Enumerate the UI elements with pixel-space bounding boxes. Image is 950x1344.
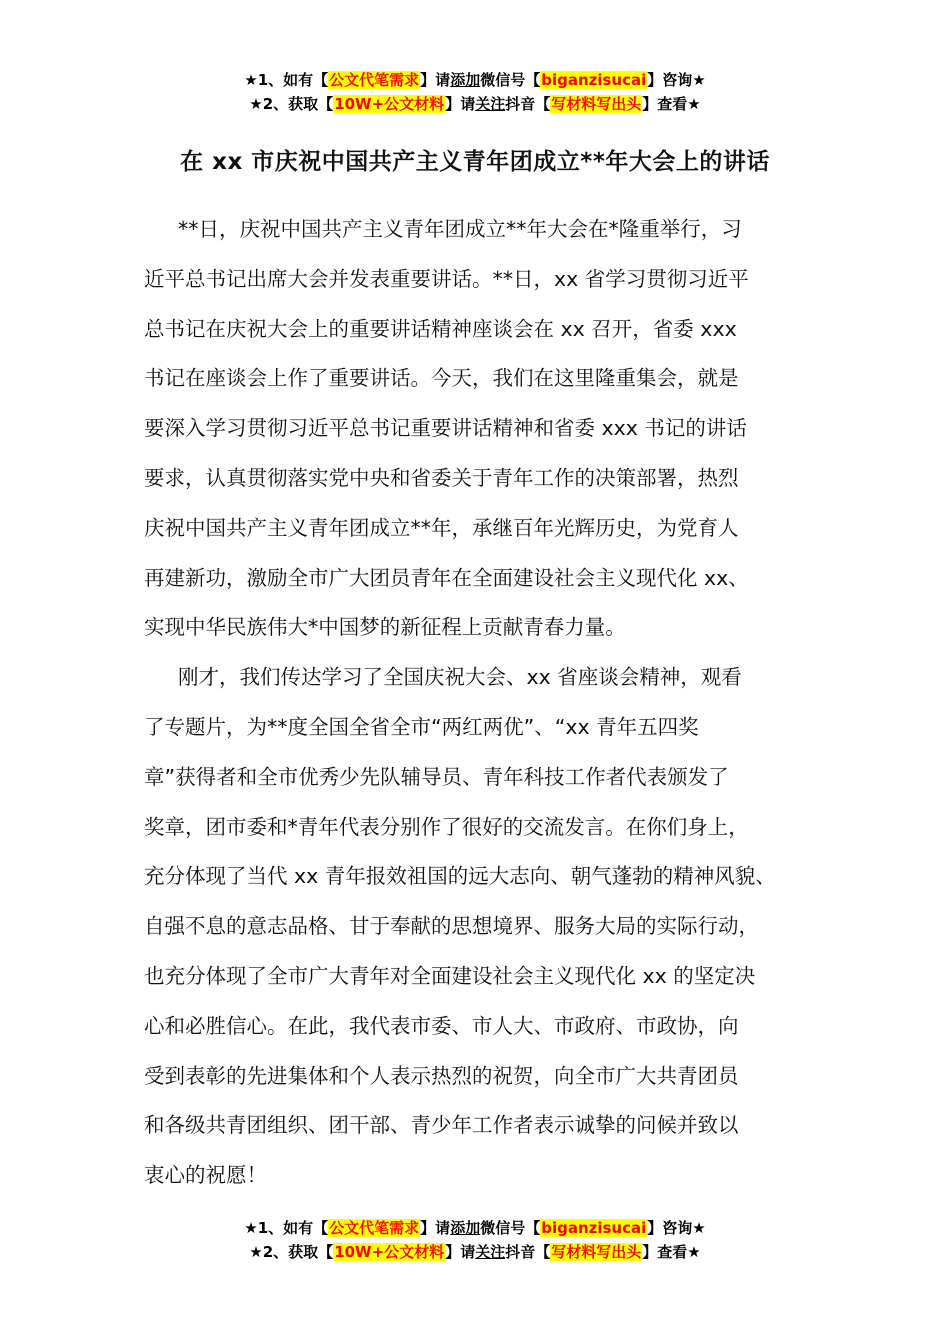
footer-banner-line-1: ★1、如有【公文代笔需求】请添加微信号【biganzisucai】咨询★ xyxy=(244,1219,706,1237)
text-line: 也充分体现了全市广大青年对全面建设社会主义现代化 xx 的坚定决 xyxy=(144,963,756,988)
text-line: 受到表彰的先进集体和个人表示热烈的祝贺，向全市广大共青团员 xyxy=(144,1063,739,1088)
highlight-ghostwriting: 公文代笔需求 xyxy=(329,71,420,89)
text-line: 奖章，团市委和*青年代表分别作了很好的交流发言。在你们身上， xyxy=(144,814,749,839)
document-title: 在 xx 市庆祝中国共产主义青年团成立**年大会上的讲话 xyxy=(180,149,770,175)
text-line: 要深入学习贯彻习近平总书记重要讲话精神和省委 xxx 书记的讲话 xyxy=(144,416,747,441)
header-banner-line-1: ★1、如有【公文代笔需求】请添加微信号【biganzisucai】咨询★ xyxy=(244,71,706,89)
highlight-douyin-account: 写材料写出头 xyxy=(551,1243,642,1261)
paragraph-2 xyxy=(144,653,824,1201)
header-banner xyxy=(0,68,950,116)
highlight-wechat-id: biganzisucai xyxy=(541,1219,647,1237)
text-line: **日，庆祝中国共产主义青年团成立**年大会在*隆重举行，习 xyxy=(178,217,742,241)
text-line: 刚才，我们传达学习了全国庆祝大会、xx 省座谈会精神，观看 xyxy=(178,665,742,690)
text-line: 要求，认真贯彻落实党中央和省委关于青年工作的决策部署，热烈 xyxy=(144,465,739,490)
text-line: 和各级共青团组织、团干部、青少年工作者表示诚挚的问候并致以 xyxy=(144,1113,739,1138)
highlight-materials: 10W+公文材料 xyxy=(334,1243,445,1261)
highlight-wechat-id: biganzisucai xyxy=(541,71,647,89)
text-line: 总书记在庆祝大会上的重要讲话精神座谈会在 xx 召开，省委 xxx xyxy=(144,316,737,341)
text-line: 再建新功，激励全市广大团员青年在全面建设社会主义现代化 xx、 xyxy=(144,565,749,590)
text-line: 心和必胜信心。在此，我代表市委、市人大、市政府、市政协，向 xyxy=(144,1013,739,1038)
text-line: 衷心的祝愿！ xyxy=(144,1163,267,1188)
text-line: 近平总书记出席大会并发表重要讲话。**日，xx 省学习贯彻习近平 xyxy=(144,266,749,291)
paragraph-1 xyxy=(144,205,824,653)
footer-banner xyxy=(0,1216,950,1264)
text-line: 庆祝中国共产主义青年团成立**年，承继百年光辉历史，为党育人 xyxy=(144,515,739,540)
highlight-douyin-account: 写材料写出头 xyxy=(551,95,642,113)
text-line: 充分体现了当代 xx 青年报效祖国的远大志向、朝气蓬勃的精神风貌、 xyxy=(144,864,776,889)
text-line: 了专题片，为**度全国全省全市“两红两优”、“xx 青年五四奖 xyxy=(144,714,699,739)
text-line: 章”获得者和全市优秀少先队辅导员、青年科技工作者代表颁发了 xyxy=(144,764,729,789)
header-banner-line-2: ★2、获取【10W+公文材料】请关注抖音【写材料写出头】查看★ xyxy=(249,95,701,113)
document-body xyxy=(144,205,824,1201)
highlight-materials: 10W+公文材料 xyxy=(334,95,445,113)
text-line: 书记在座谈会上作了重要讲话。今天，我们在这里隆重集会，就是 xyxy=(144,366,739,391)
footer-banner-line-2: ★2、获取【10W+公文材料】请关注抖音【写材料写出头】查看★ xyxy=(249,1243,701,1261)
highlight-ghostwriting: 公文代笔需求 xyxy=(329,1219,420,1237)
text-line: 实现中华民族伟大*中国梦的新征程上贡献青春力量。 xyxy=(144,615,626,640)
text-line: 自强不息的意志品格、甘于奉献的思想境界、服务大局的实际行动， xyxy=(144,914,759,939)
